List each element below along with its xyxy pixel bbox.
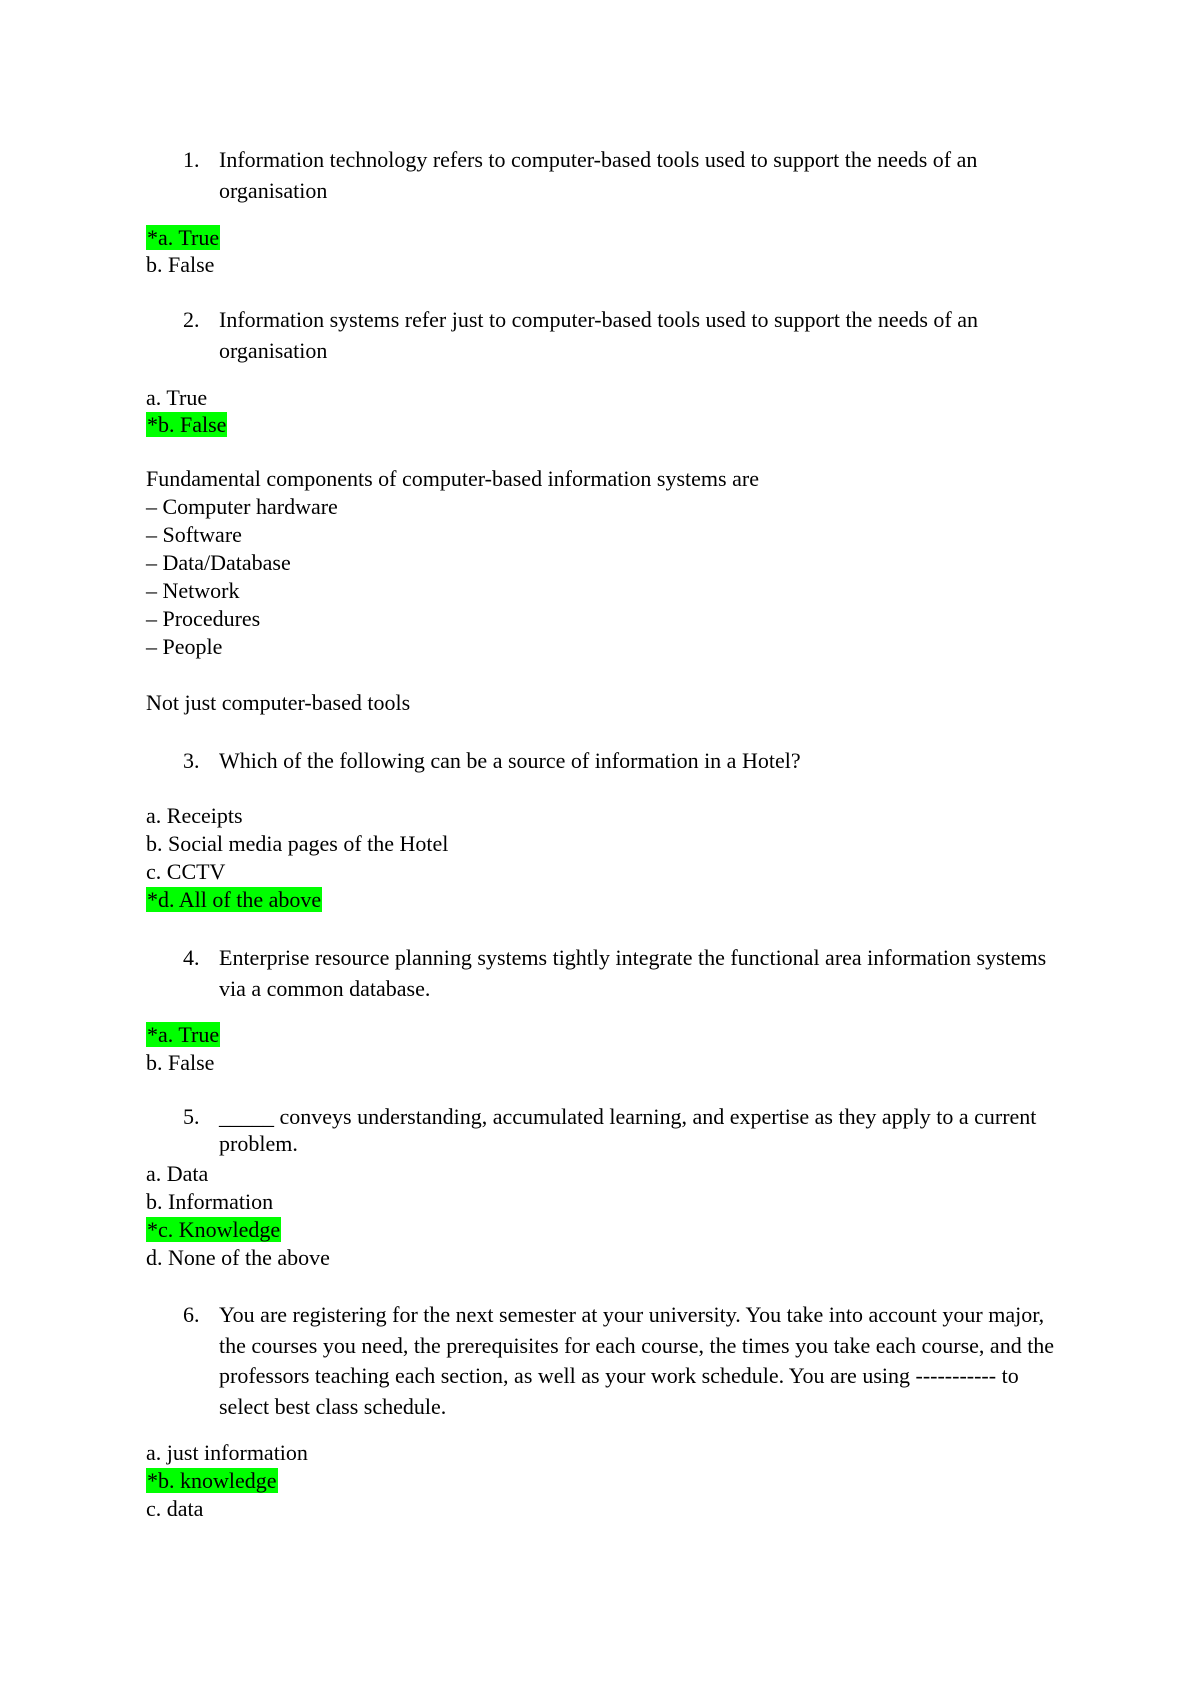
option-correct	[146, 411, 227, 438]
question-number: 1.	[183, 147, 200, 172]
answer-highlight: *b. False	[147, 412, 227, 437]
option: d. None of the above	[146, 1245, 330, 1270]
question-text: Which of the following can be a source of information in a Hotel?	[219, 748, 801, 773]
answer-highlight: *b. knowledge	[147, 1468, 277, 1493]
question-number: 5.	[183, 1104, 200, 1129]
explanation-conclusion: Not just computer-based tools	[146, 690, 411, 715]
question-number: 4.	[183, 945, 200, 970]
option: a. Data	[146, 1161, 209, 1186]
option: b. False	[146, 1050, 215, 1075]
explanation-item: – Software	[146, 522, 242, 547]
question-number: 3.	[183, 748, 200, 773]
question-number: 2.	[183, 307, 200, 332]
question-text: Information systems refer just to computer-based tools used to support the needs of an organisation	[219, 307, 978, 363]
option-correct	[146, 1467, 278, 1494]
question-4	[183, 943, 1063, 1004]
question-6	[183, 1300, 1063, 1422]
option: b. Information	[146, 1189, 274, 1214]
option-correct	[146, 1021, 220, 1048]
option: c. data	[146, 1496, 204, 1521]
question-number: 6.	[183, 1302, 200, 1327]
explanation-item: – People	[146, 634, 223, 659]
option: c. CCTV	[146, 859, 226, 884]
option-correct	[146, 224, 220, 251]
option: a. True	[146, 385, 208, 410]
question-text: Information technology refers to computer-based tools used to support the needs of an organisation	[219, 147, 978, 203]
option: b. Social media pages of the Hotel	[146, 831, 449, 856]
question-text: _____ conveys understanding, accumulated learning, and expertise as they apply to a current problem.	[219, 1104, 1037, 1156]
explanation-intro: Fundamental components of computer-based information systems are	[146, 466, 759, 491]
explanation-item: – Computer hardware	[146, 494, 338, 519]
answer-highlight: *c. Knowledge	[147, 1217, 281, 1242]
answer-highlight: *d. All of the above	[147, 887, 322, 912]
option-correct	[146, 1216, 281, 1243]
question-1	[183, 145, 1063, 206]
question-3	[183, 746, 1063, 777]
question-2	[183, 305, 1063, 366]
answer-highlight: *a. True	[147, 225, 220, 250]
option: a. just information	[146, 1440, 308, 1465]
explanation-item: – Procedures	[146, 606, 261, 631]
question-text: Enterprise resource planning systems tightly integrate the functional area information systems via a common database.	[219, 945, 1047, 1001]
explanation-item: – Data/Database	[146, 550, 291, 575]
question-text: You are registering for the next semester at your university. You take into account your major, the courses you need, the prerequisites for each course, the times you take each course, and the professors teaching each section, as well as your work schedule. You are using ----------- to select best class schedule.	[219, 1302, 1055, 1419]
answer-highlight: *a. True	[147, 1022, 220, 1047]
explanation-item: – Network	[146, 578, 240, 603]
option-correct	[146, 886, 322, 913]
question-5	[183, 1103, 1063, 1157]
option: a. Receipts	[146, 803, 243, 828]
option: b. False	[146, 252, 215, 277]
